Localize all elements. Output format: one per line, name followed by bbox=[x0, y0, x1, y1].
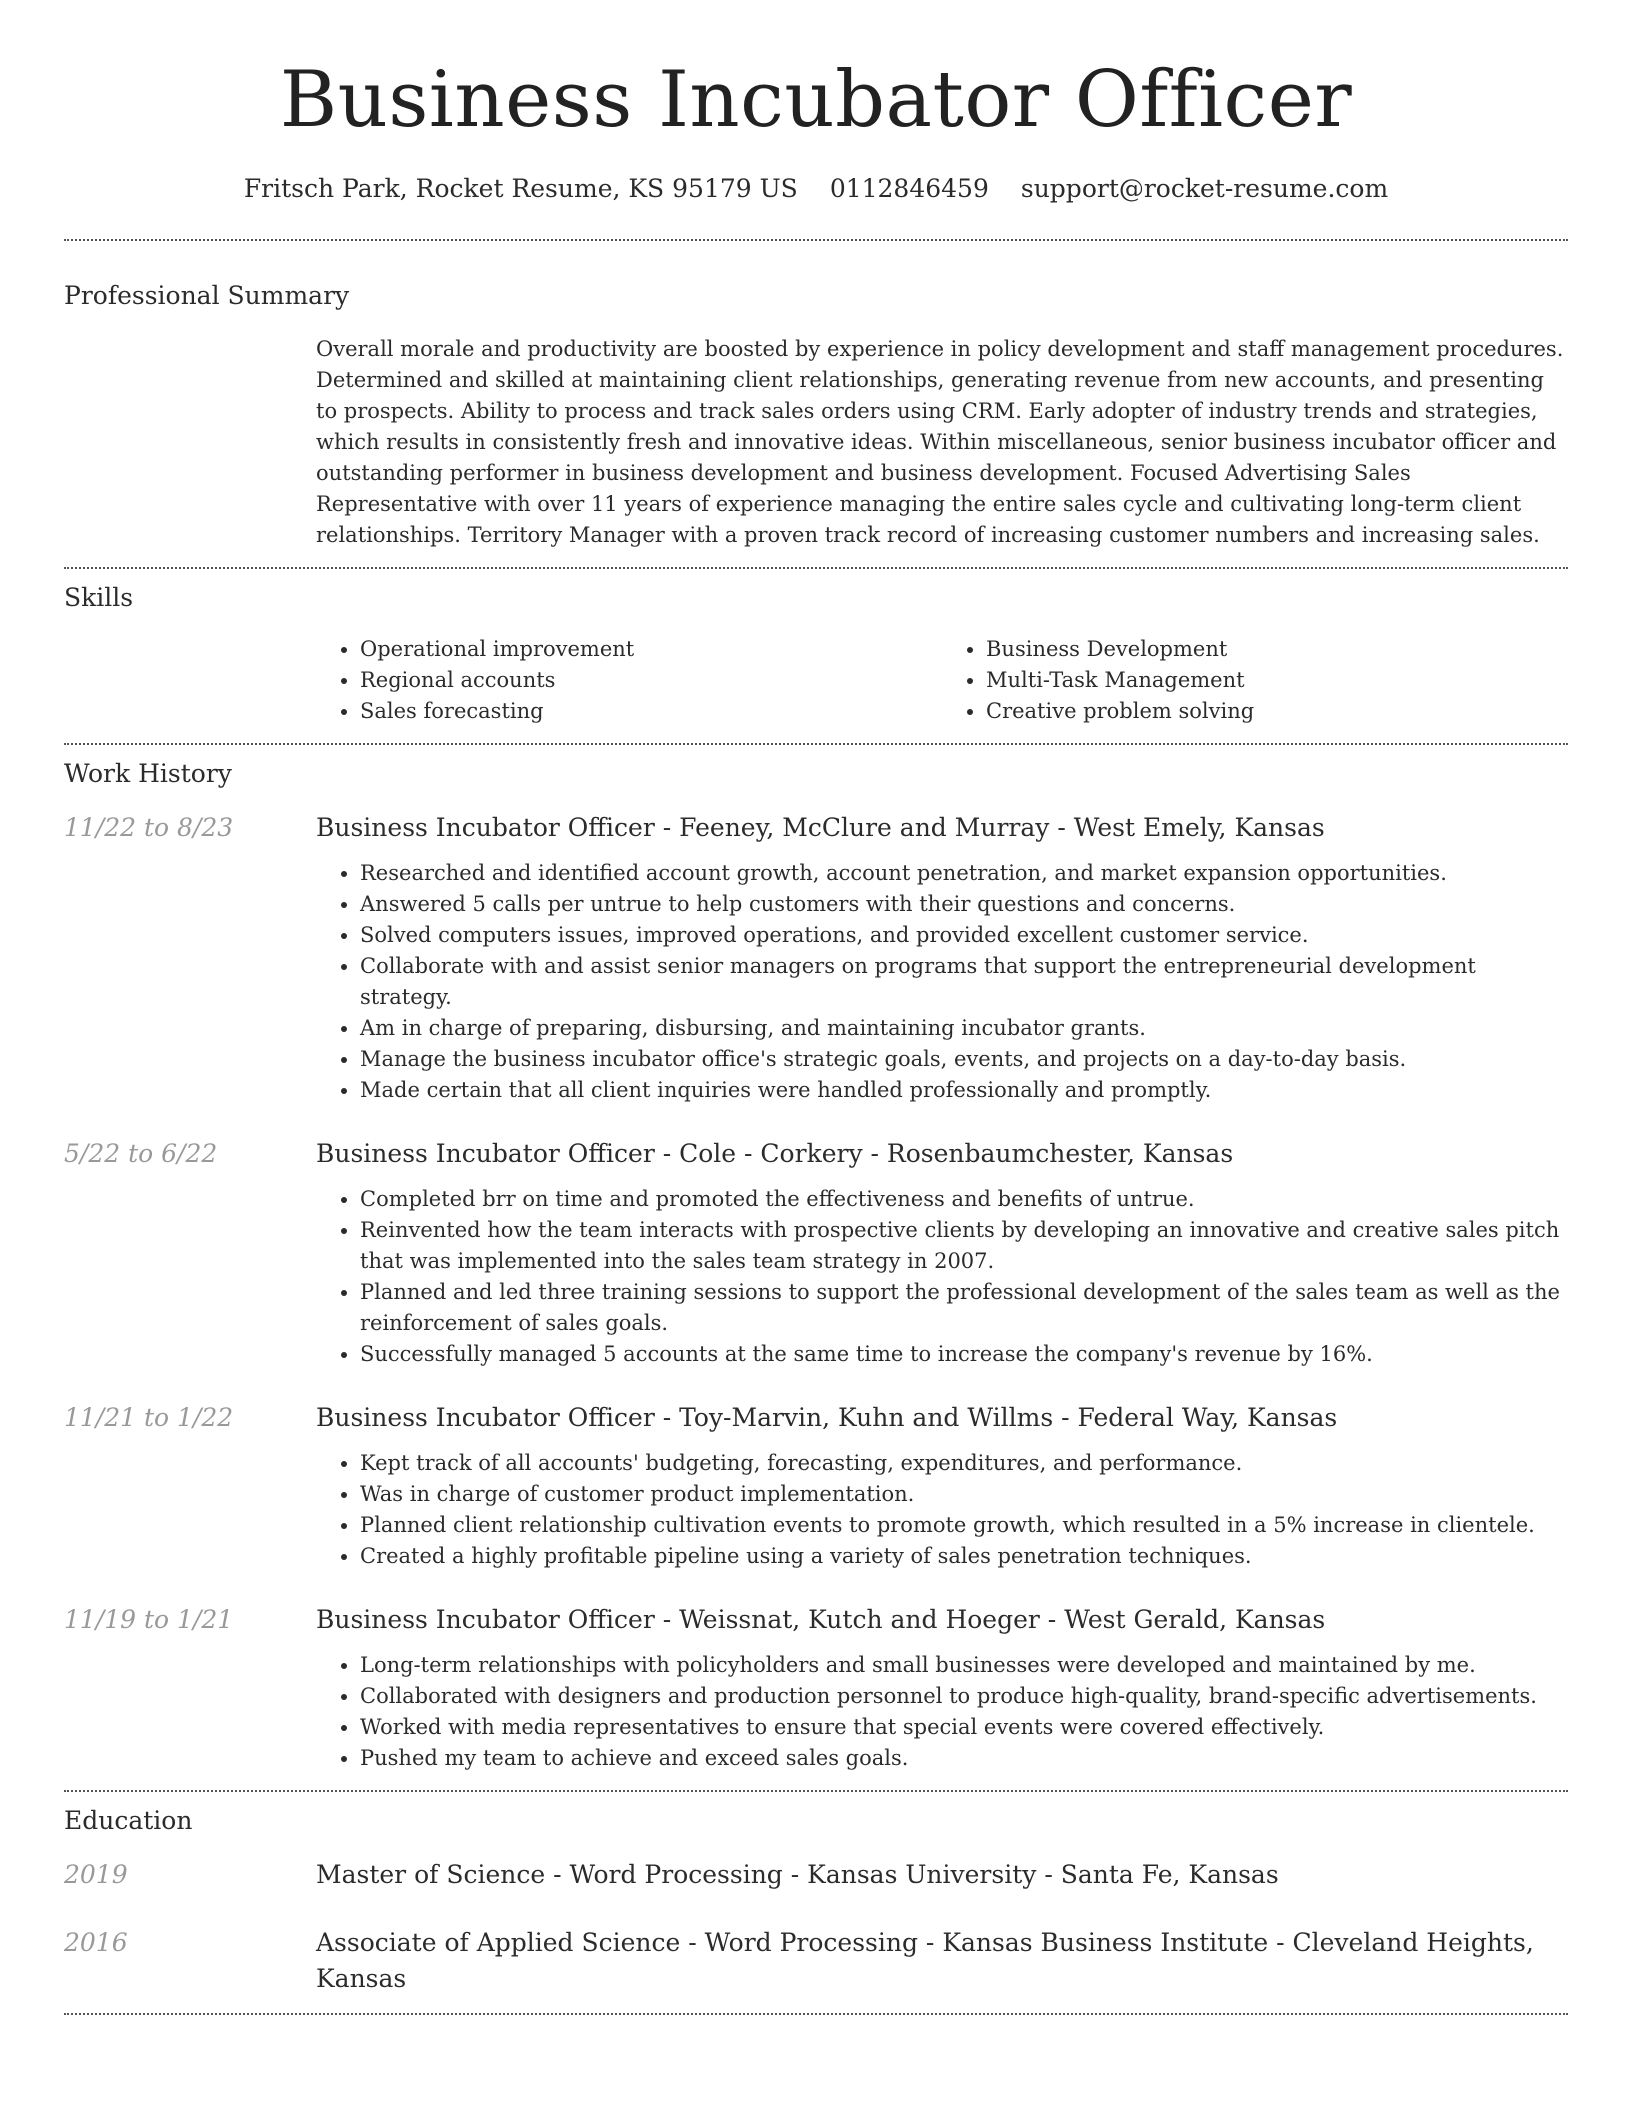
summary-section-title: Professional Summary bbox=[64, 281, 350, 310]
job-bullets bbox=[316, 1448, 1568, 1572]
education-year: 2019 bbox=[64, 1860, 128, 1889]
contact-line bbox=[64, 174, 1568, 203]
skill-item: • Multi-Task Management bbox=[986, 665, 1568, 696]
job-bullet: • Manage the business incubator office's strategic goals, events, and projects on a day-to-day basis. bbox=[360, 1044, 1568, 1075]
summary-divider bbox=[64, 567, 1568, 569]
skills-column-left bbox=[316, 634, 942, 727]
job-bullet: • Solved computers issues, improved operations, and provided excellent customer service. bbox=[360, 920, 1568, 951]
job-bullet: • Planned client relationship cultivation events to promote growth, which resulted in a 5% increase in clientele. bbox=[360, 1510, 1568, 1541]
contact-phone: 0112846459 bbox=[829, 174, 989, 203]
job-entry bbox=[64, 810, 1568, 1106]
header-divider bbox=[64, 239, 1568, 241]
skills-column-right bbox=[942, 634, 1568, 727]
job-bullet: • Kept track of all accounts' budgeting, forecasting, expenditures, and performance. bbox=[360, 1448, 1568, 1479]
job-body bbox=[316, 1400, 1568, 1572]
job-bullet: • Planned and led three training sessions to support the professional development of the sales team as well as the reinforcement of sales goals. bbox=[360, 1277, 1568, 1339]
skill-item: • Business Development bbox=[986, 634, 1568, 665]
contact-address: Fritsch Park, Rocket Resume, KS 95179 US bbox=[243, 174, 798, 203]
job-bullet: • Answered 5 calls per untrue to help customers with their questions and concerns. bbox=[360, 889, 1568, 920]
summary-text: Overall morale and productivity are boosted by experience in policy development and staff management procedures. Determined and skilled at maintaining client relationships, generating revenue from new accounts, and presenting to prospects. Ability to process and track sales orders using CRM. Early adopter of industry trends and strategies, which results in consistently fresh and innovative ideas. Within miscellaneous, senior business incubator officer and outstanding performer in business development and business development. Focused Advertising Sales Representative with over 11 years of experience managing the entire sales cycle and cultivating long-term client relationships. Territory Manager with a proven track record of increasing customer numbers and increasing sales. bbox=[316, 337, 1564, 547]
skill-item: • Sales forecasting bbox=[360, 696, 942, 727]
job-title: Business Incubator Officer - Weissnat, Kutch and Hoeger - West Gerald, Kansas bbox=[316, 1605, 1326, 1634]
job-title: Business Incubator Officer - Toy-Marvin, Kuhn and Willms - Federal Way, Kansas bbox=[316, 1403, 1338, 1432]
job-body bbox=[316, 1602, 1568, 1774]
education-entry bbox=[64, 1857, 1568, 1893]
job-bullets bbox=[316, 1650, 1568, 1774]
job-body bbox=[316, 1136, 1568, 1370]
contact-email: support@rocket-resume.com bbox=[1020, 174, 1389, 203]
job-bullet: • Created a highly profitable pipeline using a variety of sales penetration techniques. bbox=[360, 1541, 1568, 1572]
job-body bbox=[316, 810, 1568, 1106]
job-entry bbox=[64, 1400, 1568, 1572]
skill-item: • Regional accounts bbox=[360, 665, 942, 696]
education-entry bbox=[64, 1925, 1568, 1997]
job-title: Business Incubator Officer - Cole - Corkery - Rosenbaumchester, Kansas bbox=[316, 1139, 1234, 1168]
job-bullet: • Successfully managed 5 accounts at the same time to increase the company's revenue by 16%. bbox=[360, 1339, 1568, 1370]
job-title: Business Incubator Officer - Feeney, McClure and Murray - West Emely, Kansas bbox=[316, 813, 1325, 842]
job-dates: 5/22 to 6/22 bbox=[64, 1139, 218, 1168]
skill-item: • Operational improvement bbox=[360, 634, 942, 665]
work-divider bbox=[64, 1790, 1568, 1792]
skills-divider bbox=[64, 743, 1568, 745]
job-dates: 11/21 to 1/22 bbox=[64, 1403, 234, 1432]
education-degree: Master of Science - Word Processing - Kansas University - Santa Fe, Kansas bbox=[316, 1860, 1279, 1889]
education-year: 2016 bbox=[64, 1928, 128, 1957]
education-degree: Associate of Applied Science - Word Processing - Kansas Business Institute - Cleveland Heights, Kansas bbox=[316, 1928, 1534, 1993]
skills-section-title: Skills bbox=[64, 583, 134, 612]
job-bullet: • Collaborate with and assist senior managers on programs that support the entrepreneurial development strategy. bbox=[360, 951, 1568, 1013]
job-dates: 11/19 to 1/21 bbox=[64, 1605, 234, 1634]
job-bullets bbox=[316, 858, 1568, 1106]
work-section-title: Work History bbox=[64, 759, 232, 788]
education-section-title: Education bbox=[64, 1806, 193, 1835]
job-bullet: • Worked with media representatives to ensure that special events were covered effectively. bbox=[360, 1712, 1568, 1743]
job-bullet: • Was in charge of customer product implementation. bbox=[360, 1479, 1568, 1510]
job-bullet: • Pushed my team to achieve and exceed sales goals. bbox=[360, 1743, 1568, 1774]
job-bullet: • Collaborated with designers and production personnel to produce high-quality, brand-specific advertisements. bbox=[360, 1681, 1568, 1712]
job-bullet: • Researched and identified account growth, account penetration, and market expansion opportunities. bbox=[360, 858, 1568, 889]
job-entry bbox=[64, 1136, 1568, 1370]
resume-header bbox=[64, 0, 1568, 203]
job-bullet: • Made certain that all client inquiries were handled professionally and promptly. bbox=[360, 1075, 1568, 1106]
skills-grid bbox=[316, 634, 1568, 727]
job-bullet: • Long-term relationships with policyholders and small businesses were developed and maintained by me. bbox=[360, 1650, 1568, 1681]
job-bullet: • Reinvented how the team interacts with prospective clients by developing an innovative and creative sales pitch that was implemented into the sales team strategy in 2007. bbox=[360, 1215, 1568, 1277]
candidate-name: Business Incubator Officer bbox=[279, 55, 1353, 145]
job-bullet: • Completed brr on time and promoted the effectiveness and benefits of untrue. bbox=[360, 1184, 1568, 1215]
job-bullets bbox=[316, 1184, 1568, 1370]
job-bullet: • Am in charge of preparing, disbursing, and maintaining incubator grants. bbox=[360, 1013, 1568, 1044]
skill-item: • Creative problem solving bbox=[986, 696, 1568, 727]
education-divider bbox=[64, 2013, 1568, 2015]
job-dates: 11/22 to 8/23 bbox=[64, 813, 234, 842]
job-entry bbox=[64, 1602, 1568, 1774]
